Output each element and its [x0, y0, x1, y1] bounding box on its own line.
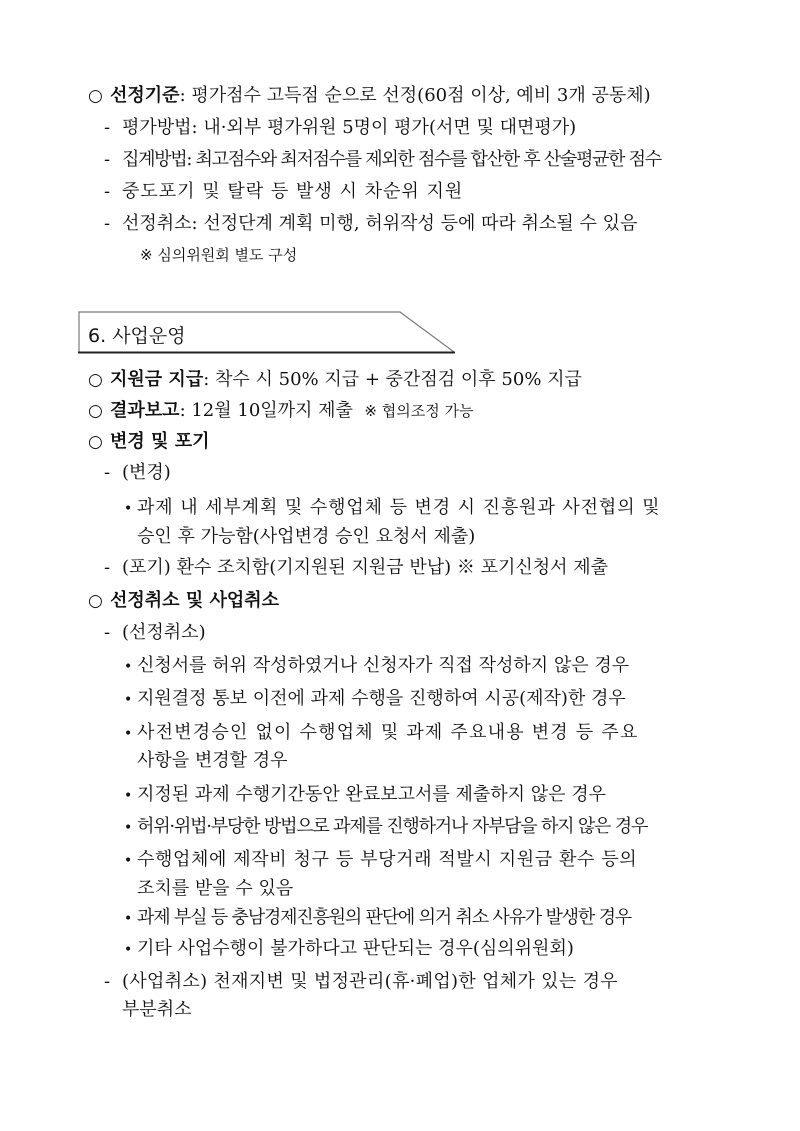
dash-bullet-icon: -: [104, 622, 111, 643]
section-number: 6.: [88, 325, 107, 347]
dash-bullet-icon: -: [104, 462, 111, 483]
list-item: [104, 463, 171, 483]
aggregation-method: 집계방법: 최고점수와 최저점수를 제외한 점수를 합산한 후 산술평균한 점수: [122, 149, 661, 170]
cancel-title: 선정취소 및 사업취소: [110, 590, 280, 611]
dash-bullet-icon: -: [104, 971, 111, 992]
list-item: [104, 623, 206, 643]
report-text: : 12월 10일까지 제출: [179, 400, 353, 421]
dot-bullet-icon: •: [124, 942, 133, 958]
dash-bullet-icon: -: [104, 117, 111, 138]
list-item: [104, 558, 608, 578]
dot-bullet-icon: •: [124, 788, 133, 804]
cancel-reason: 신청서를 허위 작성하였거나 신청자가 직접 작성하지 않은 경우: [137, 655, 630, 676]
selection-criteria: [88, 86, 651, 106]
dot-bullet-icon: •: [124, 692, 133, 708]
section-header: [78, 311, 456, 353]
dropout-rule: 중도포기 및 탈락 등 발생 시 차순위 지원: [122, 181, 464, 202]
circle-bullet-icon: ○: [88, 591, 103, 611]
circle-bullet-icon: ○: [88, 86, 103, 106]
circle-bullet-icon: ○: [88, 401, 103, 421]
report-item: [88, 401, 473, 421]
funding-item: [88, 370, 582, 390]
cancel-reason: 허위·위법·부당한 방법으로 과제를 진행하거나 자부담을 하지 않은 경우: [137, 816, 648, 837]
criteria-text: : 평가점수 고득점 순으로 선정(60점 이상, 예비 3개 공동체): [179, 85, 651, 106]
change-title: 변경 및 포기: [110, 431, 210, 452]
list-item: [124, 785, 606, 806]
list-item: [104, 118, 576, 138]
evaluation-method: 평가방법: 내·외부 평가위원 5명이 평가(서면 및 대면평가): [122, 117, 577, 138]
list-item: [124, 498, 660, 519]
cancel-reason: 과제 부실 등 충남경제진흥원의 판단에 의거 취소 사유가 발생한 경우: [137, 907, 631, 928]
change-sub: (변경): [122, 462, 171, 483]
list-item: [124, 723, 638, 744]
dot-bullet-icon: •: [124, 659, 133, 675]
selection-cancel-rule: 선정취소: 선정단계 계획 미행, 허위작성 등에 따라 취소될 수 있음: [122, 213, 638, 234]
dash-bullet-icon: -: [104, 149, 111, 170]
cancel-reason-cont: 사항을 변경할 경우: [137, 750, 288, 771]
list-item: [104, 214, 637, 234]
funding-label: 지원금 지급: [110, 369, 204, 390]
criteria-label: 선정기준: [110, 85, 180, 106]
business-cancel-line2: 부분취소: [122, 999, 192, 1020]
change-title-item: [88, 432, 209, 452]
list-item: [124, 656, 629, 677]
list-item: [124, 817, 647, 838]
giveup-text: (포기) 환수 조치함(기지원된 지원금 반납) ※ 포기신청서 제출: [122, 557, 609, 578]
cancel-reason: 지정된 과제 수행기간동안 완료보고서를 제출하지 않은 경우: [137, 784, 607, 805]
dash-bullet-icon: -: [104, 181, 111, 202]
funding-text: : 착수 시 50% 지급 + 중간점검 이후 50% 지급: [203, 369, 582, 390]
dash-bullet-icon: -: [104, 557, 111, 578]
report-label: 결과보고: [110, 400, 180, 421]
list-item: [104, 150, 661, 170]
dot-bullet-icon: •: [124, 853, 133, 869]
list-item: [124, 908, 631, 929]
cancel-reason: 수행업체에 제작비 청구 등 부당거래 적발시 지원금 환수 등의: [137, 849, 638, 870]
report-note: ※ 협의조정 가능: [364, 402, 474, 420]
section-title-text: 사업운영: [112, 325, 186, 347]
cancel-reason: 기타 사업수행이 불가하다고 판단되는 경우(심의위원회): [137, 938, 574, 959]
cancel-reason: 사전변경승인 없이 수행업체 및 과제 주요내용 변경 등 주요: [137, 722, 639, 743]
dash-bullet-icon: -: [104, 213, 111, 234]
cancel-reason-cont: 조치를 받을 수 있음: [137, 878, 294, 899]
section-title: [88, 321, 186, 348]
cancel-title-item: [88, 591, 279, 611]
list-item: [124, 850, 637, 871]
dot-bullet-icon: •: [124, 820, 133, 836]
dot-bullet-icon: •: [124, 911, 133, 927]
cancel-reason: 지원결정 통보 이전에 과제 수행을 진행하여 시공(제작)한 경우: [137, 688, 626, 709]
committee-note: ※ 심의위원회 별도 구성: [140, 246, 298, 264]
business-cancel-line1: (사업취소) 천재지변 및 법정관리(휴·폐업)한 업체가 있는 경우: [122, 971, 618, 992]
change-bullet-line1: 과제 내 세부계획 및 수행업체 등 변경 시 진흥원과 사전협의 및: [137, 497, 661, 518]
cancel-sub: (선정취소): [122, 622, 206, 643]
list-item: [104, 972, 618, 992]
list-item: [104, 182, 463, 202]
list-item: [124, 939, 574, 960]
change-bullet-line2: 승인 후 가능함(사업변경 승인 요청서 제출): [137, 526, 476, 547]
circle-bullet-icon: ○: [88, 432, 103, 452]
list-item: [124, 689, 626, 710]
dot-bullet-icon: •: [124, 501, 133, 517]
circle-bullet-icon: ○: [88, 370, 103, 390]
dot-bullet-icon: •: [124, 726, 133, 742]
